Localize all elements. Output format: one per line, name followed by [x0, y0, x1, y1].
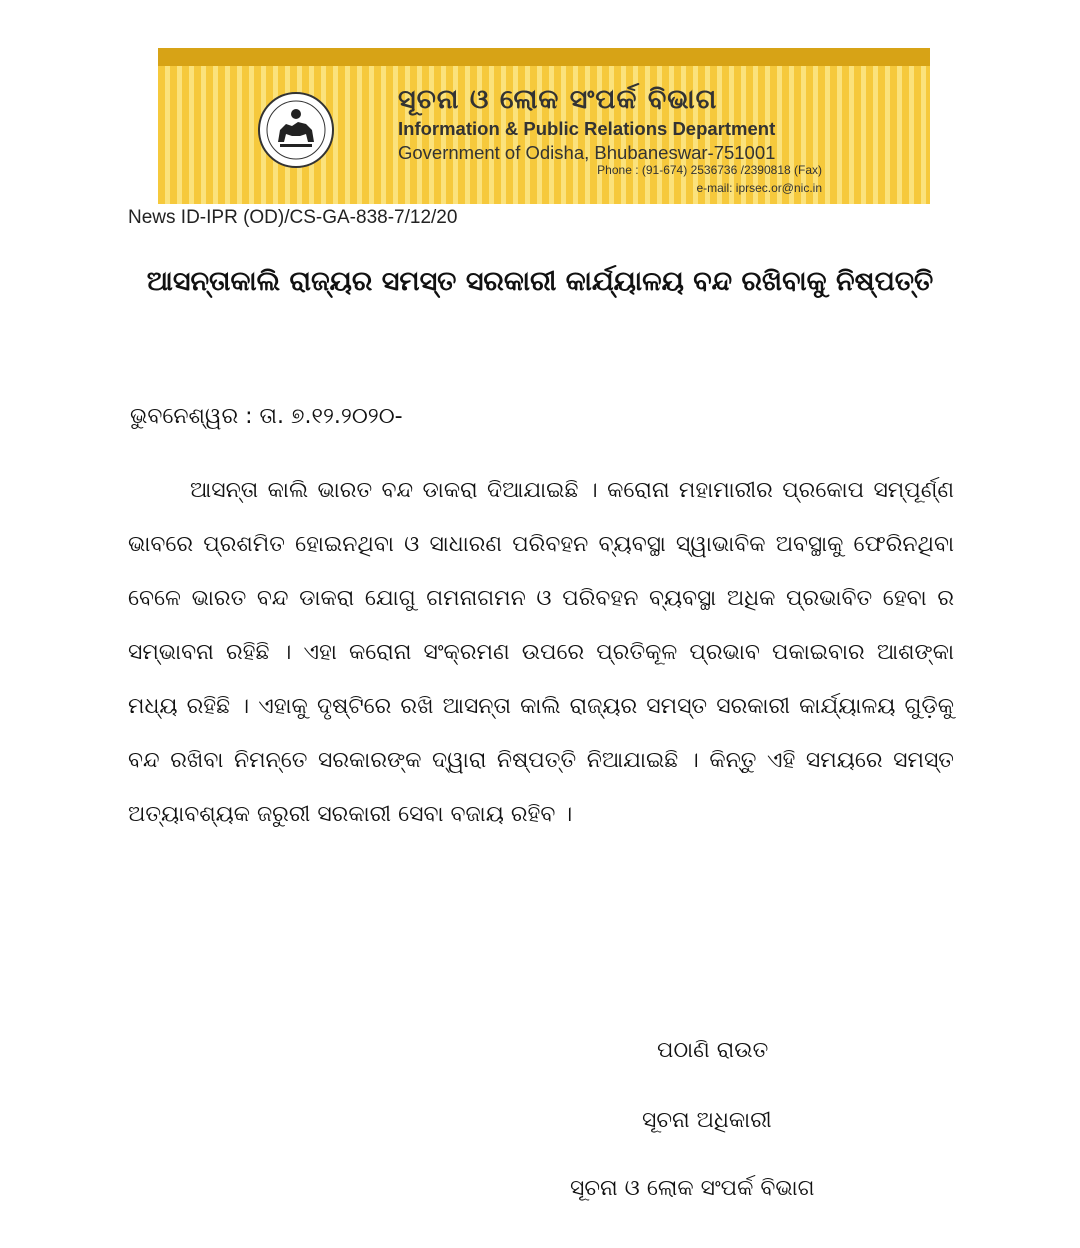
department-name-english: Information & Public Relations Department — [398, 118, 776, 139]
department-name-odia: ସୂଚନା ଓ ଲୋକ ସଂପର୍କ ବିଭାଗ — [398, 84, 718, 115]
government-address: Government of Odisha, Bhubaneswar-751001 — [398, 142, 776, 163]
odisha-emblem-icon — [256, 90, 336, 170]
signatory-department: ସୂଚନା ଓ ଲୋକ ସଂପର୍କ ବିଭାଗ — [570, 1176, 815, 1201]
page-title: ଆସନ୍ତାକାଲି ରାଜ୍ୟର ସମସ୍ତ ସରକାରୀ କାର୍ଯ୍ୟାଳୟ ବନ୍ଦ ରଖିବାକୁ ନିଷ୍ପତ୍ତି — [146, 266, 934, 297]
signatory-designation: ସୂଚନା ଅଧିକାରୀ — [642, 1108, 772, 1133]
signatory-name: ପଠାଣି ରାଉତ — [657, 1038, 769, 1063]
email-contact: e-mail: iprsec.or@nic.in — [696, 181, 822, 195]
body-paragraph: ଆସନ୍ତା କାଲି ଭାରତ ବନ୍ଦ ଡାକରା ଦିଆଯାଇଛି । କରୋନା ମହାମାରୀର ପ୍ରକୋପ ସମ୍ପୂର୍ଣ୍ଣ ଭାବରେ ପ୍ରଶମିତ ହୋଇନଥିବା ଓ ସାଧାରଣ ପରିବହନ ବ୍ୟବସ୍ଥା ସ୍ୱାଭାବିକ ଅବସ୍ଥାକୁ ଫେରିନଥିବା ବେଳେ ଭାରତ ବନ୍ଦ ଡାକରା ଯୋଗୁ ଗମନାଗମନ ଓ ପରିବହନ ବ୍ୟବସ୍ଥା ଅଧିକ ପ୍ରଭାବିତ ହେବା ର ସମ୍ଭାବନା ରହିଛି । ଏହା କରୋନା ସଂକ୍ରମଣ ଉପରେ ପ୍ରତିକୂଳ ପ୍ରଭାବ ପକାଇବାର ଆଶଙ୍କା ମଧ୍ୟ ରହିଛି । ଏହାକୁ ଦୃଷ୍ଟିରେ ରଖି ଆସନ୍ତା କାଲି ରାଜ୍ୟର ସମସ୍ତ ସରକାରୀ କାର୍ଯ୍ୟାଳୟ ଗୁଡ଼ିକୁ ବନ୍ଦ ରଖିବା ନିମନ୍ତେ ସରକାରଙ୍କ ଦ୍ୱାରା ନିଷ୍ପତ୍ତି ନିଆଯାଇଛି । କିନ୍ତୁ ଏହି ସମୟରେ ସମସ୍ତ ଅତ୍ୟାବଶ୍ୟକ ଜରୁରୀ ସରକାରୀ ସେବା ବଜାୟ ରହିବ । — [128, 478, 954, 827]
dateline: ଭୁବନେଶ୍ୱର : ତା. ୭.୧୨.୨୦୨୦- — [130, 404, 403, 429]
news-id: News ID-IPR (OD)/CS-GA-838-7/12/20 — [128, 207, 458, 228]
phone-contact: Phone : (91-674) 2536736 /2390818 (Fax) — [597, 163, 822, 177]
letterhead-banner — [158, 48, 930, 204]
